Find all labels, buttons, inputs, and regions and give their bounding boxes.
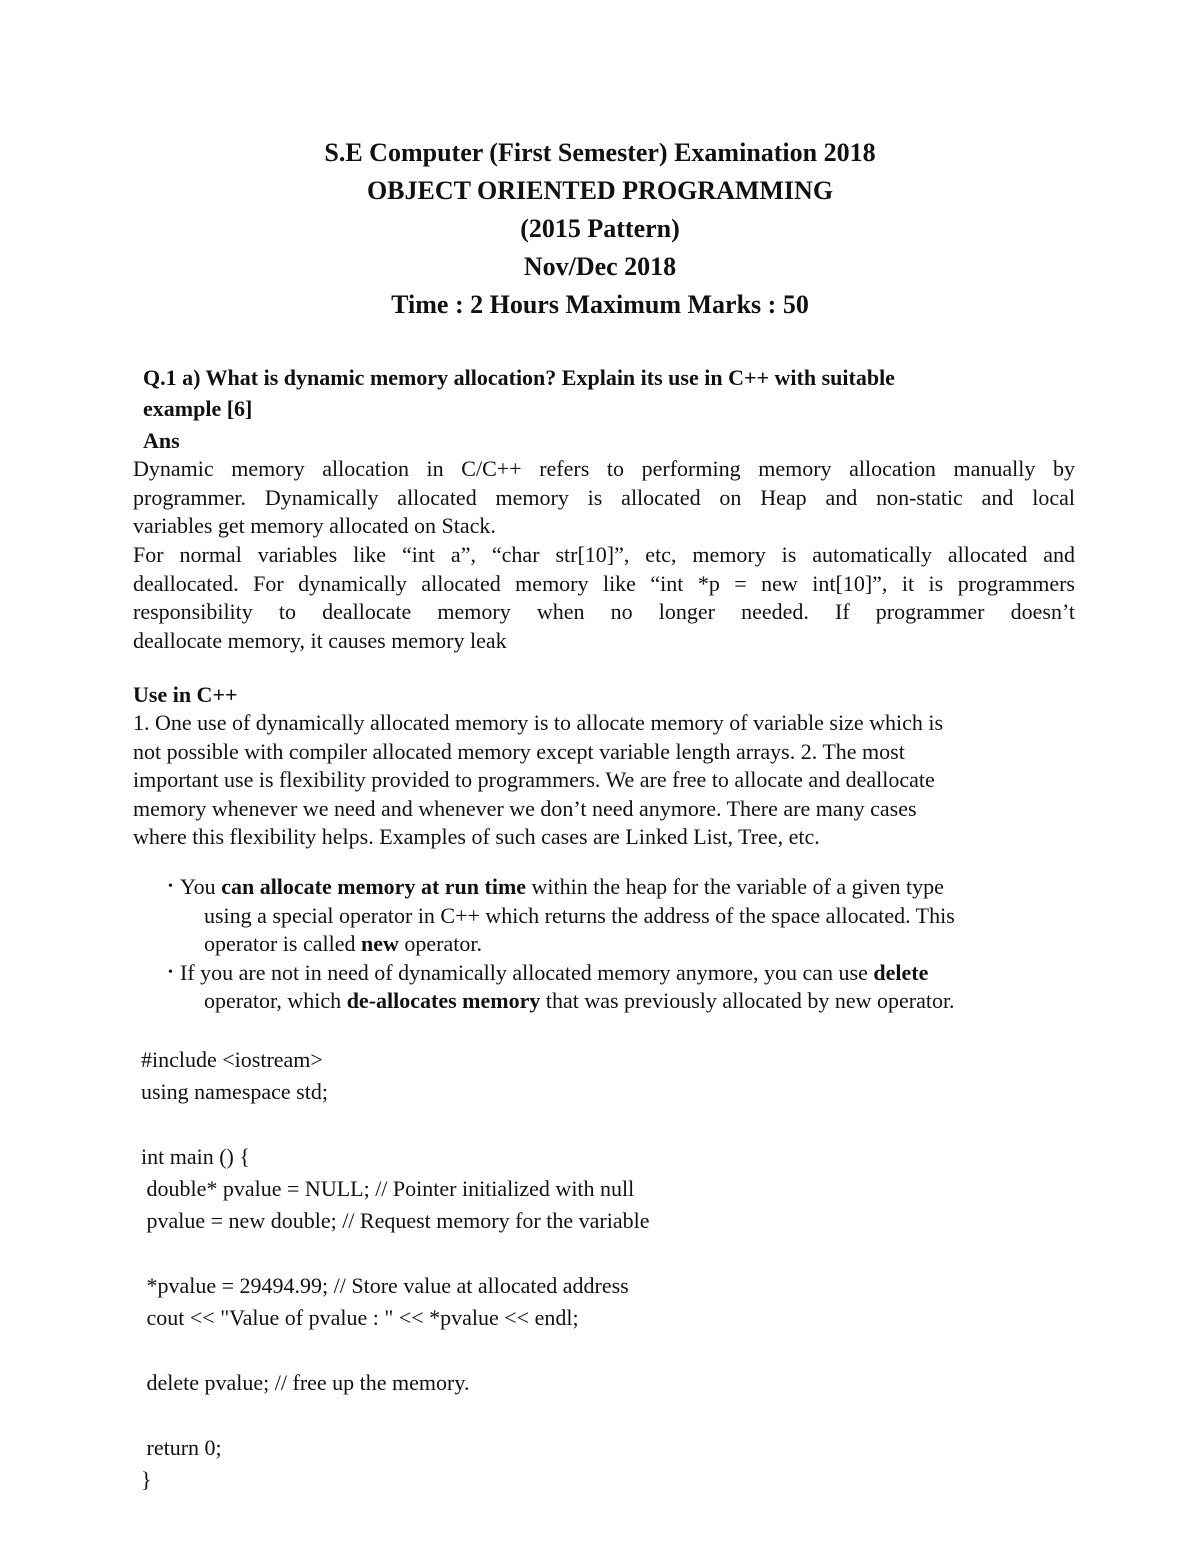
paragraph-line: For normal variables like “int a”, “char str[10]”, etc, memory is automatically allocated and: [133, 542, 1075, 567]
code-line: cout << "Value of pvalue : " << *pvalue << endl;: [141, 1305, 579, 1331]
bullet-line: [180, 930, 1088, 959]
bullet-list: [168, 873, 1088, 1016]
paragraph-line: deallocate memory, it causes memory leak: [133, 627, 507, 653]
paragraph-line: 1. One use of dynamically allocated memory is to allocate memory of variable size which is: [133, 710, 944, 735]
code-line: [141, 1335, 941, 1367]
code-line: return 0;: [141, 1434, 222, 1460]
code-line: [141, 1238, 941, 1270]
bullet-item-delete-operator: [168, 959, 1088, 1016]
bullet-text: operator is called: [204, 931, 361, 956]
code-line: double* pvalue = NULL; // Pointer initialized with null: [141, 1176, 635, 1202]
bullet-bold-text: delete: [873, 959, 929, 985]
exam-header: [0, 134, 1200, 324]
code-line: [141, 1399, 941, 1431]
paragraph-line: programmer. Dynamically allocated memory is allocated on Heap and non-static and local: [133, 484, 1075, 510]
session-label: Nov/Dec 2018: [523, 252, 677, 281]
bullet-line: [180, 873, 1088, 902]
use-paragraph: [133, 709, 1063, 852]
paragraph-line: responsibility to deallocate memory when no longer needed. If programmer doesn’t: [133, 599, 1075, 624]
code-line: }: [141, 1466, 152, 1492]
paragraph-line: Dynamic memory allocation in C/C++ refers to performing memory allocation manually by: [133, 456, 1075, 481]
subject-title: OBJECT ORIENTED PROGRAMMING: [366, 176, 834, 205]
bullet-dot-icon: •: [168, 964, 173, 980]
use-heading: Use in C++: [133, 682, 238, 707]
bullet-item-new-operator: [168, 873, 1088, 959]
pattern-label: (2015 Pattern): [520, 214, 680, 243]
code-line: delete pvalue; // free up the memory.: [141, 1369, 470, 1395]
bullet-text: You: [180, 874, 222, 899]
code-line: #include <iostream>: [141, 1047, 323, 1072]
bullet-line: [180, 959, 1088, 988]
code-line: [141, 1109, 941, 1141]
paragraph-line: variables get memory allocated on Stack.: [133, 513, 496, 538]
bullet-bold-text: de-allocates memory: [346, 988, 541, 1013]
bullet-text: If you are not in need of dynamically allocated memory anymore, you can use: [180, 959, 874, 985]
bullet-line: using a special operator in C++ which returns the address of the space allocated. This: [204, 902, 955, 928]
code-line: using namespace std;: [141, 1079, 328, 1105]
bullet-text: within the heap for the variable of a given type: [526, 874, 944, 899]
bullet-text: operator.: [398, 931, 482, 956]
paragraph-line: where this flexibility helps. Examples of such cases are Linked List, Tree, etc.: [133, 824, 820, 849]
bullet-text: that was previously allocated by new operator.: [540, 988, 955, 1013]
bullet-text: operator, which: [204, 988, 347, 1013]
paragraph-line: not possible with compiler allocated memory except variable length arrays. 2. The most: [133, 738, 905, 764]
bullet-bold-text: new: [361, 931, 399, 956]
bullet-line: [180, 987, 1088, 1016]
paragraph-line: deallocated. For dynamically allocated memory like “int *p = new int[10]”, it is programmers: [133, 570, 1075, 596]
question-line: example [6]: [143, 396, 253, 421]
code-example: [141, 1044, 941, 1496]
code-line: *pvalue = 29494.99; // Store value at allocated address: [141, 1273, 629, 1299]
question-title: [143, 362, 1043, 424]
exam-title: S.E Computer (First Semester) Examination 2018: [324, 138, 876, 167]
bullet-bold-text: can allocate memory at run time: [221, 874, 527, 899]
time-marks-label: Time : 2 Hours Maximum Marks : 50: [391, 290, 809, 319]
code-line: pvalue = new double; // Request memory for the variable: [141, 1208, 650, 1234]
paragraph-line: important use is flexibility provided to programmers. We are free to allocate and deallocate: [133, 767, 935, 792]
answer-label: Ans: [143, 428, 180, 453]
code-line: int main () {: [141, 1143, 250, 1169]
bullet-dot-icon: •: [168, 879, 173, 894]
paragraph-line: memory whenever we need and whenever we don’t need anymore. There are many cases: [133, 795, 917, 821]
paragraph-definition: [133, 455, 1075, 541]
question-line: Q.1 a) What is dynamic memory allocation? Explain its use in C++ with suitable: [143, 365, 895, 390]
paragraph-normal-vs-dynamic: [133, 541, 1075, 655]
